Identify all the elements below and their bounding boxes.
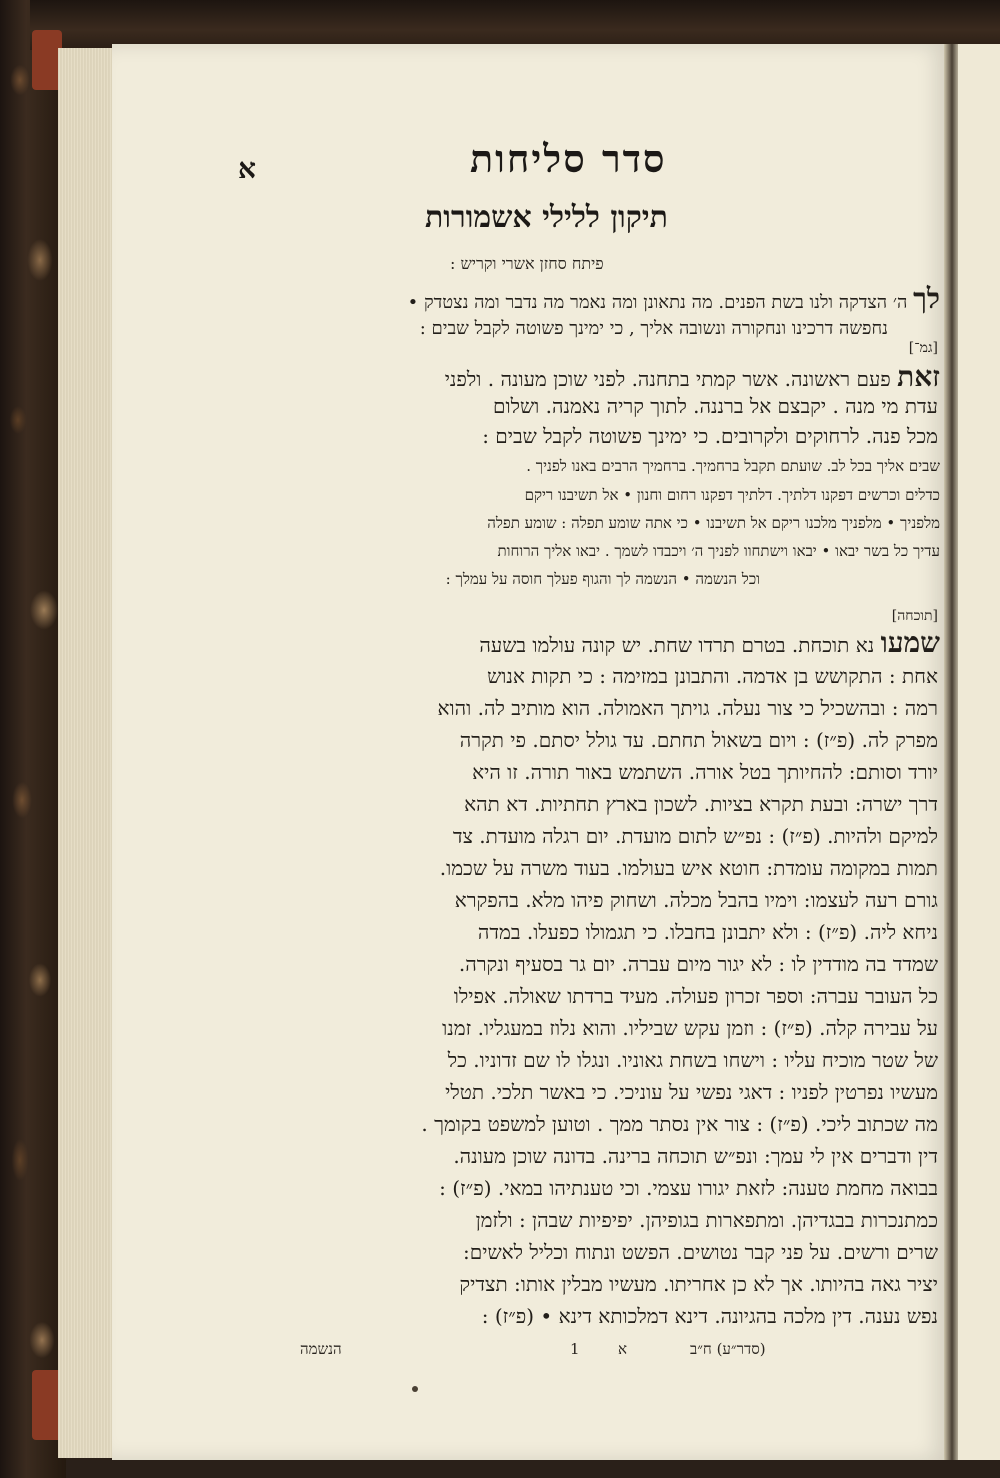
zot-line-2: עדת מי מנה . יקבצם אל ברננה. לתוך קריה נאמנה. ושלום bbox=[493, 394, 938, 418]
page-letter: א bbox=[238, 152, 256, 185]
tochacha-line-8: תמות במקומה עומדת: חוטא איש בעולמו. בעוד משרה על שכמו. bbox=[439, 856, 938, 880]
tochacha-line-17: דין ודברים אין לי עמך: ונפ״ש תוכחה ברינה. בדונה שוכן מעונה. bbox=[453, 1144, 938, 1168]
page-edges bbox=[58, 48, 118, 1458]
tochacha-line-3: רמה : ובהשכיל כי צור נעלה. גויתך האמולה. הוא מותיב לה. והוא bbox=[437, 696, 938, 720]
page-mark-dot bbox=[412, 1386, 418, 1392]
opening-line-1 bbox=[408, 282, 940, 316]
shavim-line-4: עדיך כל בשר יבאו • יבאו וישתחוו לפניך ה׳ ויכבדו לשמך . יבאו אליך הרוחות bbox=[497, 542, 940, 560]
tochacha-line-22: נפש נענה. דין מלכה בהגיונה. דינא דמלכותא דינא • (פ״ז) : bbox=[481, 1304, 938, 1328]
facing-page-edge bbox=[958, 44, 1000, 1460]
zot-text-1: פעם ראשונה. אשר קמתי בתחנה. לפני שוכן מעונה . ולפני bbox=[444, 367, 891, 391]
zot-initial: זאת bbox=[897, 360, 940, 393]
tochacha-line-5: יורד וסותם: להחיותך בטל אורה. השתמש באור תורה. זו היא bbox=[472, 760, 938, 784]
opening-initial: לך bbox=[913, 282, 940, 315]
tochacha-line-15: מעשיו נפרטין לפניו : דאגי נפשי על עוניכי. כי באשר תלכי. תטלי bbox=[445, 1080, 938, 1104]
footer-signature: (סדר״ע) ח״ב bbox=[690, 1340, 766, 1358]
book-cover-top bbox=[30, 0, 1000, 50]
label-gemar: [גמ־] bbox=[908, 340, 938, 356]
opening-line-2: נחפשה דרכינו ונחקורה ונשובה אליך , כי ימינך פשוטה לקבל שבים : bbox=[419, 318, 888, 339]
tochacha-line-2: אחת : התקושש בן אדמה. והתבונן במזימה : כי תקות אנוש bbox=[487, 664, 938, 688]
tochacha-line-21: יציר גאה בהיותו. אך לא כן אחריתו. מעשיו מבלין אותו: תצדיק bbox=[459, 1272, 938, 1296]
opening-text-1: ה׳ הצדקה ולנו בשת הפנים. מה נתאונן ומה נאמר מה נדבר ומה נצטדק • bbox=[407, 292, 908, 313]
shavim-line-5: וכל הנשמה • הנשמה לך והגוף פעלך חוסה על עמלך : bbox=[445, 570, 760, 588]
label-tochacha: [תוכחה] bbox=[891, 608, 938, 624]
footer-sheet-number: 1 bbox=[570, 1340, 580, 1358]
rubric-instruction: פיתח סחזן אשרי וקריש : bbox=[450, 254, 604, 273]
tochacha-line-9: גורם רעה לעצמו: וימיו בהבל מכלה. ושחוק פיהו מלא. בהפקרא bbox=[454, 888, 938, 912]
shavim-line-2: כדלים וכרשים דפקנו דלתיך. דלתיך דפקנו רחום וחנון • אל תשיבנו ריקם bbox=[524, 486, 940, 504]
tochacha-line-16: מה שכתוב ליכי. (פ״ז) : צור אין נסתר ממך . וטוען למשפט בקומך . bbox=[421, 1112, 938, 1136]
tochacha-text-1: נא תוכחת. בטרם תרדו שחת. יש קונה עולמו בשעה bbox=[479, 633, 875, 657]
footer-sheet-letter: א bbox=[618, 1340, 628, 1358]
tochacha-line-6: דרך ישרה: ובעת תקרא בציות. לשכון בארץ תחתיות. דא תהא bbox=[464, 792, 938, 816]
tochacha-line-1 bbox=[479, 626, 940, 660]
tochacha-line-14: של שטר מוכיח עליו : וישחו בשחת גאוניו. ונגלו לו שם זדוניו. כל bbox=[447, 1048, 938, 1072]
tochacha-line-20: שרים ורשים. על פני קבר נטושים. הפשט ונתוח וכליל לאשים: bbox=[463, 1240, 938, 1264]
zot-line-3: מכל פנה. לרחוקים ולקרובים. כי ימינך פשוטה לקבל שבים : bbox=[482, 424, 938, 448]
tochacha-line-7: למיקם ולהיות. (פ״ז) : נפ״ש לתום מועדת. יום רגלה מועדת. צד bbox=[452, 824, 938, 848]
section-subtitle: תיקון ללילי אשמורות bbox=[425, 200, 668, 235]
tochacha-line-18: בבואה מחמת טענה: לזאת יגורו עצמי. וכי טענתיהו במאי. (פ״ז) : bbox=[439, 1176, 938, 1200]
shavim-line-1: שבים אליך בכל לב. שועתם תקבל ברחמיך. ברחמיך הרבים באנו לפניך . bbox=[526, 457, 940, 475]
tochacha-line-12: כל העובר עברה: וספר זכרון פעולה. מעיד ברדתו שאולה. אפילו bbox=[453, 984, 938, 1008]
footer-catchword: הנשמה bbox=[300, 1340, 342, 1358]
zot-line-1 bbox=[445, 360, 940, 394]
tochacha-line-4: מפרק לה. (פ״ז) : ויום בשאול תחתם. עד גולל יסתם. פי תקרה bbox=[459, 728, 938, 752]
book-edge-marbled bbox=[0, 0, 66, 1478]
shavim-line-3: מלפניך • מלפניך מלכנו ריקם אל תשיבנו • כי אתה שומע תפלה : שומע תפלה bbox=[487, 514, 940, 532]
tochacha-line-11: שמדד בה מודדין לו : לא יגור מיום עברה. יום גר בסעיף ונקרה. bbox=[458, 952, 938, 976]
tochacha-line-13: על עבירה קלה. (פ״ז) : וזמן עקש שביליו. והוא נלוז במעגליו. זמנו bbox=[442, 1016, 938, 1040]
page-title: סדר סליחות bbox=[470, 136, 667, 181]
tochacha-line-19: כמתנכרות בבגדיהן. ומתפארות בגופיהן. יפיפיות שבהן : ולזמן bbox=[475, 1208, 938, 1232]
tochacha-initial: שמעו bbox=[880, 626, 940, 659]
tochacha-line-10: ניחא ליה. (פ״ז) : ולא יתבונן בחבלו. כי תגמולו כפעלו. במדה bbox=[477, 920, 938, 944]
